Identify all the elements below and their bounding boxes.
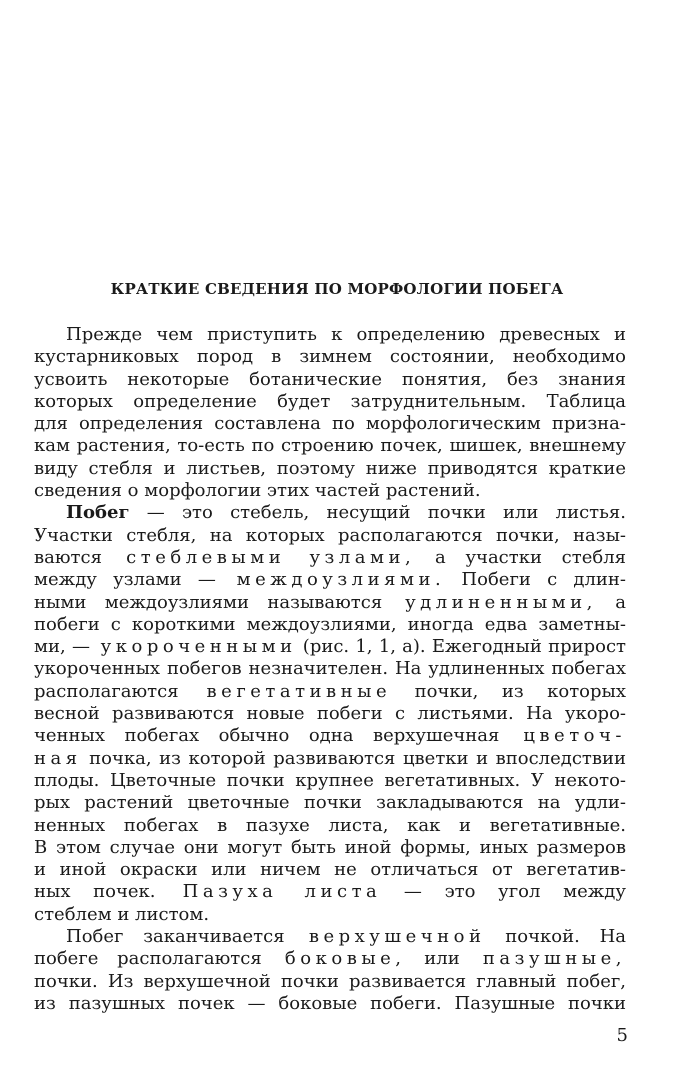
- text-line: [34, 458, 626, 480]
- term-spaced: вегетативные: [178, 680, 392, 702]
- text-line: [34, 525, 626, 547]
- term-spaced: междоузлиями.: [215, 569, 446, 591]
- term-spaced: удлиненными,: [382, 591, 597, 613]
- line-text: между узлами —: [34, 569, 216, 591]
- line-text: плоды. Цветочные почки крупнее вегетативных. У некото-: [34, 769, 626, 791]
- text-line: [34, 770, 626, 792]
- text-line: [34, 502, 626, 524]
- term-bold: Побег: [66, 502, 130, 524]
- text-line: [34, 881, 626, 903]
- text-line: [34, 391, 626, 413]
- text-line: [34, 658, 626, 680]
- text-line: [34, 324, 626, 346]
- line-text: ми, —: [34, 636, 90, 658]
- text-line: [34, 748, 626, 770]
- line-text: виду стебля и листьев, поэтому ниже приводятся краткие: [34, 457, 626, 479]
- line-text: В этом случае они могут быть иной формы, иных размеров: [34, 836, 626, 858]
- line-text: Участки стебля, на которых располагаются почки, назы-: [34, 524, 626, 546]
- section-heading: КРАТКИЕ СВЕДЕНИЯ ПО МОРФОЛОГИИ ПОБЕГА: [110, 280, 564, 298]
- text-line: [34, 703, 626, 725]
- line-tail: почки, из которых: [391, 680, 626, 702]
- line-tail: почка, из которой развиваются цветки и впоследствии: [81, 747, 626, 769]
- line-text: ными междоузлиями называются: [34, 591, 383, 613]
- line-text: побеги с короткими междоузлиями, иногда едва заметны-: [34, 613, 626, 635]
- line-tail: или: [405, 948, 460, 970]
- line-text: Побег заканчивается: [66, 926, 285, 948]
- line-text: ненных побегах в пазухе листа, как и вегетативные.: [34, 814, 626, 836]
- line-text: кам растения, то-есть по строению почек, шишек, внешнему: [34, 435, 626, 457]
- term-spaced: ная: [34, 747, 82, 769]
- text-line: [34, 636, 626, 658]
- term-spaced: пазушные,: [459, 948, 626, 970]
- text-line: [34, 792, 626, 814]
- text-line: [34, 681, 626, 703]
- line-tail: Побеги с длин-: [445, 569, 627, 591]
- line-tail: а участки стебля: [415, 546, 626, 568]
- line-tail: (рис. 1, 1, а). Ежегодный прирост: [296, 636, 626, 658]
- line-text: из пазушных почек — боковые побеги. Пазушные почки: [34, 992, 626, 1014]
- line-text: почки. Из верхушечной почки развивается главный побег,: [34, 970, 626, 992]
- line-text: ных почек.: [34, 881, 156, 903]
- text-line: [34, 592, 626, 614]
- text-line: [34, 547, 626, 569]
- text-line: [34, 369, 626, 391]
- text-line: [34, 859, 626, 881]
- line-text: ченных побегах обычно одна верхушечная: [34, 725, 500, 747]
- line-text: побеге располагаются: [34, 948, 262, 970]
- line-text: располагаются: [34, 680, 179, 702]
- line-tail: — это угол между: [381, 881, 626, 903]
- line-text: сведения о морфологии этих частей растений.: [34, 480, 481, 502]
- line-text: кустарниковых пород в зимнем состоянии, необходимо: [34, 346, 626, 368]
- line-text: стеблем и листом.: [34, 903, 210, 925]
- line-text: — это стебель, несущий почки или листья.: [129, 502, 626, 524]
- text-line: [34, 413, 626, 435]
- text-line: [34, 569, 626, 591]
- line-tail: а: [596, 591, 626, 613]
- text-line: [34, 480, 626, 502]
- term-spaced: укороченными: [89, 636, 297, 658]
- term-spaced: стеблевыми узлами,: [101, 546, 416, 568]
- text-line: [34, 725, 626, 747]
- term-spaced: боковые,: [261, 948, 406, 970]
- line-text: укороченных побегов незначителен. На удлиненных побегах: [34, 658, 626, 680]
- line-tail: почкой. На: [485, 926, 626, 948]
- line-text: рых растений цветочные почки закладываются на удли-: [34, 792, 626, 814]
- line-text: усвоить некоторые ботанические понятия, без знания: [34, 368, 626, 390]
- text-line: [34, 346, 626, 368]
- text-line: [34, 926, 626, 948]
- line-text: Прежде чем приступить к определению древесных и: [66, 324, 626, 345]
- text-line: [34, 948, 626, 970]
- text-line: [34, 837, 626, 859]
- page-number: 5: [616, 1025, 628, 1046]
- term-spaced: верхушечной: [284, 926, 486, 948]
- line-text: которых определение будет затруднительным. Таблица: [34, 390, 626, 412]
- term-spaced: Пазуха листа: [155, 881, 382, 903]
- line-text: для определения составлена по морфологическим призна-: [34, 413, 626, 435]
- body-text: [34, 324, 626, 1015]
- text-line: [34, 993, 626, 1015]
- text-line: [34, 435, 626, 457]
- text-line: [34, 815, 626, 837]
- text-line: [34, 614, 626, 636]
- term-spaced: цветоч-: [499, 725, 626, 747]
- text-line: [34, 904, 626, 926]
- line-text: и иной окраски или ничем не отличаться от вегетатив-: [34, 859, 626, 881]
- text-line: [34, 971, 626, 993]
- line-text: весной развиваются новые побеги с листьями. На укоро-: [34, 703, 626, 725]
- line-text: ваются: [34, 546, 102, 568]
